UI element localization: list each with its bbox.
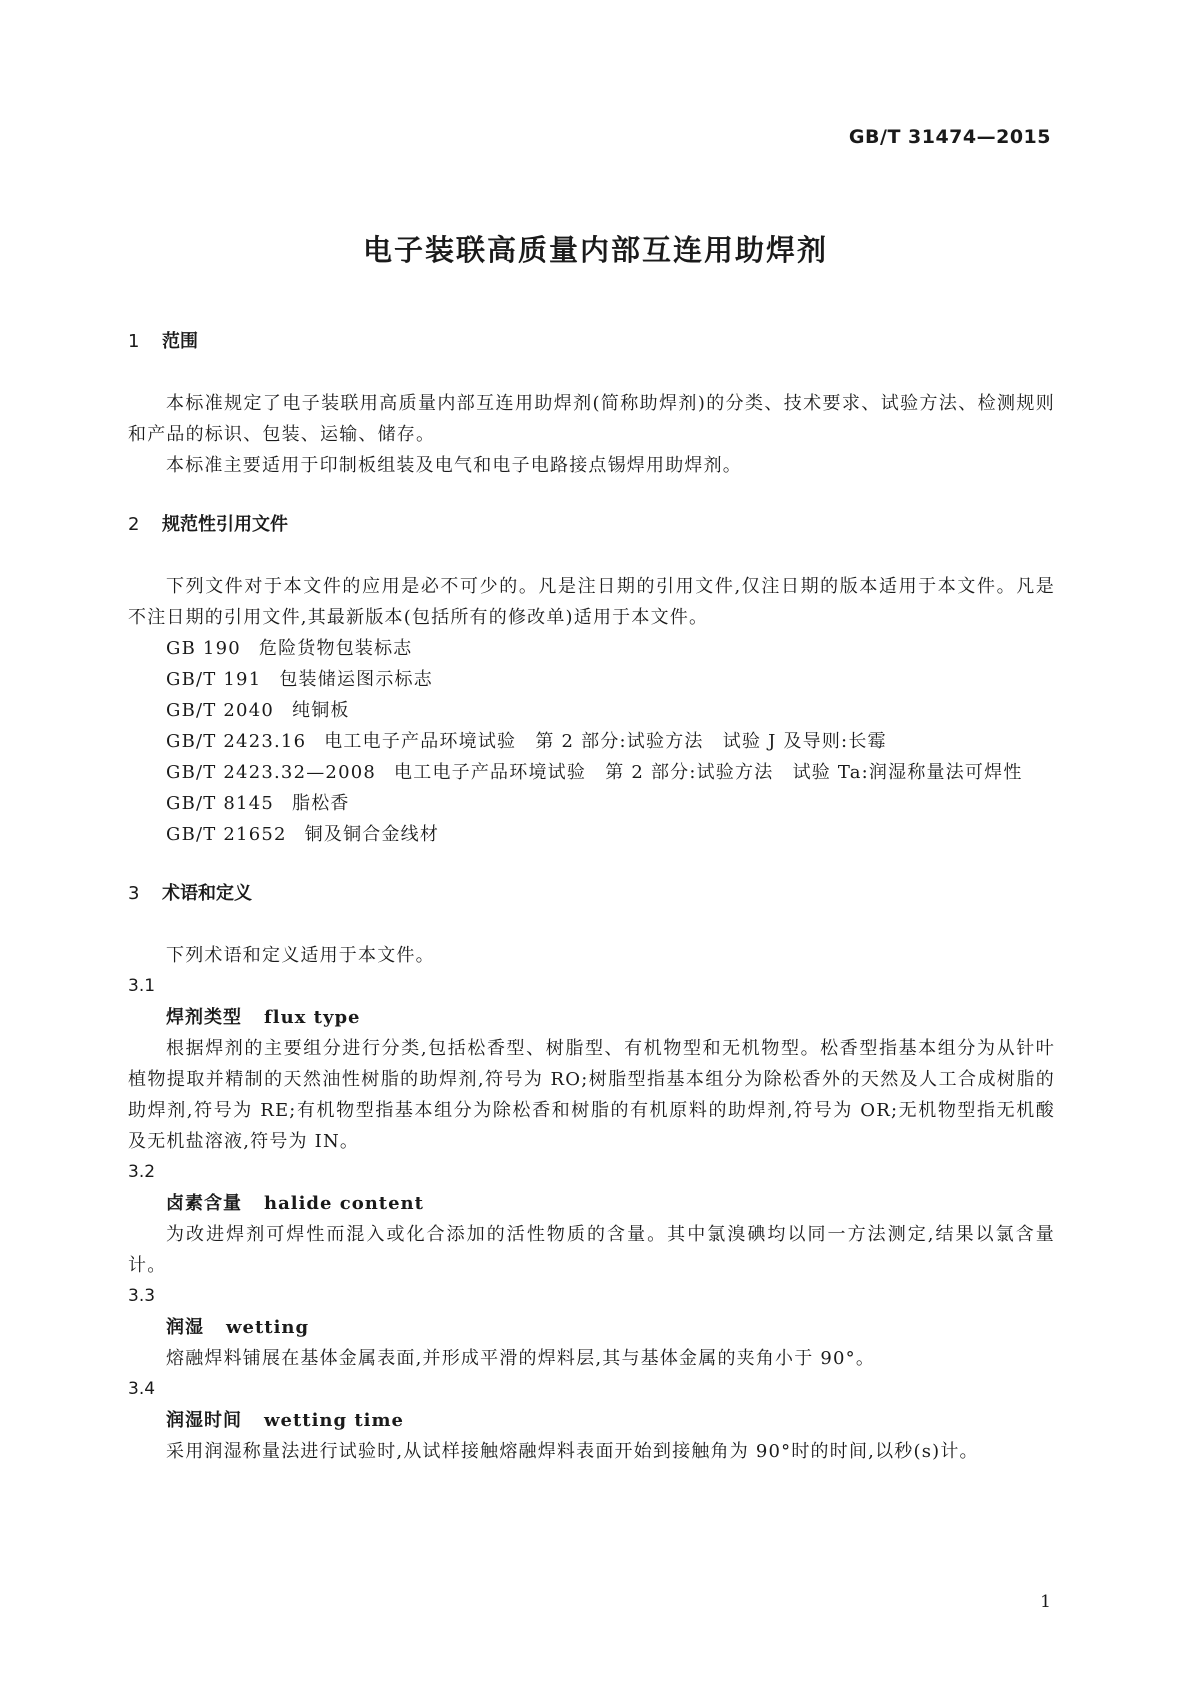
reference-title: 脂松香 <box>292 793 350 814</box>
paragraph: 下列术语和定义适用于本文件。 <box>166 945 435 966</box>
paragraph: 本标准规定了电子装联用高质量内部互连用助焊剂(简称助焊剂)的分类、技术要求、试验方法、检测规则和产品的标识、包装、运输、储存。 <box>128 393 1055 445</box>
reference-item <box>128 695 1055 726</box>
section-title: 术语和定义 <box>162 883 252 904</box>
reference-item <box>128 757 1055 788</box>
term-definition: 根据焊剂的主要组分进行分类,包括松香型、树脂型、有机物型和无机物型。松香型指基本组分为从针叶植物提取并精制的天然油性树脂的助焊剂,符号为 RO;树脂型指基本组分为除松香外的天然及人工合成树脂的助焊剂,符号为 RE;有机物型指基本组分为除松香和树脂的有机原料的助焊剂,符号为 OR;无机物型指无机酸及无机盐溶液,符号为 IN。 <box>128 1038 1055 1152</box>
term-name <box>128 1405 1055 1436</box>
reference-item <box>128 633 1055 664</box>
standard-number: GB/T 31474—2015 <box>848 126 1051 148</box>
term-number: 3.3 <box>128 1286 156 1306</box>
section-number: 2 <box>128 514 140 535</box>
term-number: 3.2 <box>128 1162 156 1182</box>
reference-item <box>128 726 1055 757</box>
reference-title: 纯铜板 <box>292 700 350 721</box>
term-name-en: wetting time <box>264 1410 405 1431</box>
term-definition: 采用润湿称量法进行试验时,从试样接触熔融焊料表面开始到接触角为 90°时的时间,以秒(s)计。 <box>166 1441 979 1462</box>
section-title: 范围 <box>162 331 198 352</box>
term-name-cn: 润湿 <box>166 1317 204 1338</box>
term-name-cn: 卤素含量 <box>166 1193 242 1214</box>
term-name <box>128 1002 1055 1033</box>
document-title: 电子装联高质量内部互连用助焊剂 <box>362 233 828 267</box>
reference-item <box>128 664 1055 695</box>
reference-code: GB/T 191 <box>166 669 262 690</box>
term-number: 3.1 <box>128 976 156 996</box>
paragraph: 下列文件对于本文件的应用是必不可少的。凡是注日期的引用文件,仅注日期的版本适用于本文件。凡是不注日期的引用文件,其最新版本(包括所有的修改单)适用于本文件。 <box>128 576 1055 628</box>
reference-title: 包装储运图示标志 <box>279 669 433 690</box>
reference-title: 电工电子产品环境试验 第 2 部分:试验方法 试验 Ta:润湿称量法可焊性 <box>394 762 1023 783</box>
term-name <box>128 1312 1055 1343</box>
reference-item <box>128 788 1055 819</box>
reference-item <box>128 819 1055 850</box>
section-number: 3 <box>128 883 140 904</box>
section-heading-scope <box>128 330 1055 354</box>
reference-code: GB/T 21652 <box>166 824 287 845</box>
reference-title: 危险货物包装标志 <box>258 638 413 659</box>
term-name-en: flux type <box>264 1007 361 1028</box>
term-number: 3.4 <box>128 1379 156 1399</box>
spacer <box>128 481 1055 513</box>
reference-code: GB 190 <box>166 638 241 659</box>
section-number: 1 <box>128 331 140 352</box>
section-heading-normative-references <box>128 513 1055 537</box>
reference-title: 铜及铜合金线材 <box>304 824 440 845</box>
reference-code: GB/T 8145 <box>166 793 275 814</box>
reference-title: 电工电子产品环境试验 第 2 部分:试验方法 试验 J 及导则:长霉 <box>324 731 887 752</box>
term-name-cn: 焊剂类型 <box>166 1007 242 1028</box>
reference-code: GB/T 2040 <box>166 700 275 721</box>
spacer <box>128 850 1055 882</box>
reference-code: GB/T 2423.16 <box>166 731 307 752</box>
page-number: 1 <box>1040 1592 1051 1612</box>
reference-code: GB/T 2423.32—2008 <box>166 762 377 783</box>
document-body <box>128 330 1055 1467</box>
section-title: 规范性引用文件 <box>162 514 288 535</box>
term-name-en: wetting <box>226 1317 310 1338</box>
paragraph: 本标准主要适用于印制板组装及电气和电子电路接点锡焊用助焊剂。 <box>166 455 742 476</box>
term-definition: 为改进焊剂可焊性而混入或化合添加的活性物质的含量。其中氯溴碘均以同一方法测定,结果以氯含量计。 <box>128 1224 1055 1276</box>
term-name-en: halide content <box>264 1193 424 1214</box>
term-definition: 熔融焊料铺展在基体金属表面,并形成平滑的焊料层,其与基体金属的夹角小于 90°。 <box>166 1348 876 1369</box>
term-name-cn: 润湿时间 <box>166 1410 242 1431</box>
section-heading-terms <box>128 882 1055 906</box>
term-name <box>128 1188 1055 1219</box>
